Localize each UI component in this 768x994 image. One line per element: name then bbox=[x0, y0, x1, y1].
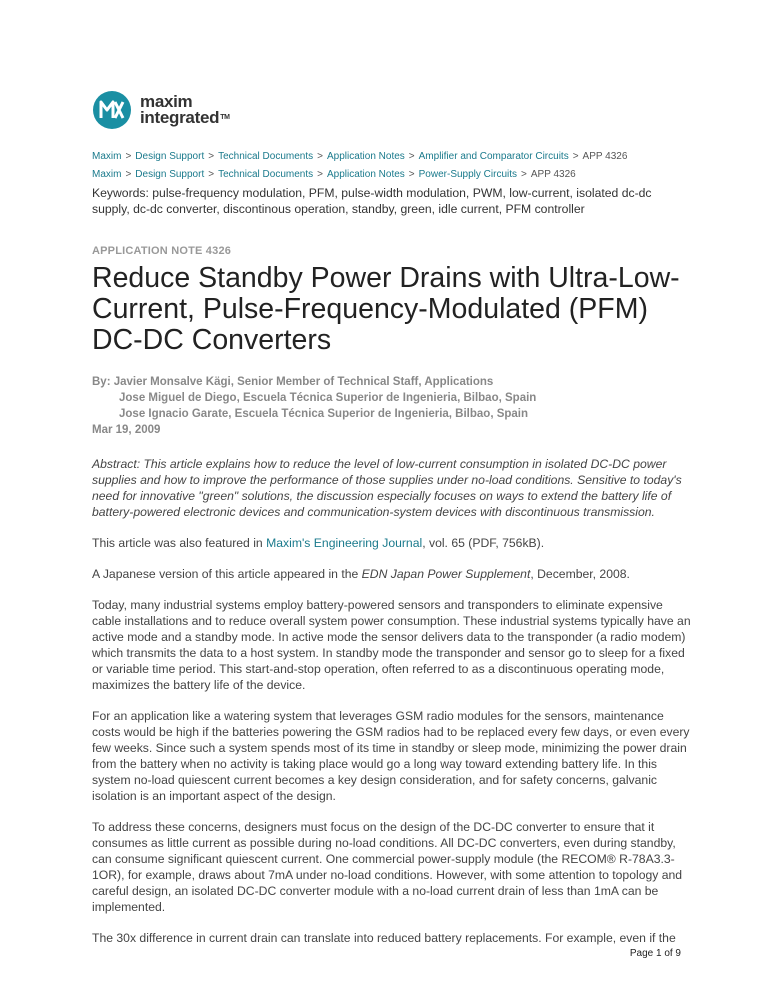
page-title: Reduce Standby Power Drains with Ultra-Low-Current, Pulse-Frequency-Modulated (PFM) DC-DC Converters bbox=[92, 262, 680, 356]
breadcrumb-link[interactable]: Technical Documents bbox=[218, 169, 314, 180]
breadcrumb-separator: > bbox=[572, 151, 579, 162]
breadcrumb-separator: > bbox=[317, 151, 323, 162]
breadcrumb-separator: > bbox=[125, 169, 132, 180]
body-paragraph: To address these concerns, designers must focus on the design of the DC-DC converter to ensure that it consumes as little current as possible during no-load conditions. All DC-DC converters, even during standby, can consume significant quiescent current. One commercial power-supply module (the RECOM® R-78A3.3-1OR), for example, draws about 7mA under no-load conditions. However, with some attention to topology and careful design, an isolated DC-DC converter module with a no-load current drain of less than 1mA can be implemented. bbox=[92, 820, 683, 914]
breadcrumb-link[interactable]: Design Support bbox=[135, 151, 205, 162]
maxim-logo-icon bbox=[92, 90, 132, 130]
author-secondary: Jose Ignacio Garate, Escuela Técnica Superior de Ingenieria, Bilbao, Spain bbox=[119, 408, 529, 420]
logo-line2: integrated bbox=[140, 108, 220, 127]
byline bbox=[92, 374, 692, 438]
breadcrumb-link[interactable]: Technical Documents bbox=[218, 151, 314, 162]
breadcrumb-separator: > bbox=[521, 169, 527, 180]
author-secondary: Jose Miguel de Diego, Escuela Técnica Superior de Ingenieria, Bilbao, Spain bbox=[119, 392, 537, 404]
body-paragraph: For an application like a watering system that leverages GSM radio modules for the sensors, maintenance costs would be high if the batteries powering the GSM radios had to be replaced every few days, or even every few weeks. Since such a system spends most of its time in standby or sleep mode, minimizing the power drain from the battery when no activity is taking place would go a long way toward extending battery life. In this system no-load quiescent current becomes a key design consideration, and for safety concerns, galvanic isolation is an important aspect of the design. bbox=[92, 709, 690, 803]
breadcrumb-link[interactable]: Design Support bbox=[135, 169, 205, 180]
publication-name: EDN Japan Power Supplement bbox=[361, 567, 531, 581]
body-paragraph: Today, many industrial systems employ battery-powered sensors and transponders to eliminate expensive cable installations and to reduce overall system power consumption. These industrial systems typically have an active mode and a standby mode. In active mode the sensor delivers data to the transponder (a radio modem) which transmits the data to a host system. In standby mode the transponder and sensor go to sleep for a fixed or variable time period. This start-and-stop operation, often referred to as a discontinuous operating mode, maximizes the battery life of the device. bbox=[92, 598, 691, 692]
featured-note bbox=[92, 535, 692, 551]
featured-text: , vol. 65 (PDF, 756kB). bbox=[422, 536, 545, 550]
publish-date: Mar 19, 2009 bbox=[92, 424, 161, 436]
breadcrumb-separator: > bbox=[408, 151, 415, 162]
breadcrumb-current: APP 4326 bbox=[582, 151, 628, 162]
logo-wordmark bbox=[140, 94, 230, 126]
document-label: APPLICATION NOTE 4326 bbox=[92, 245, 232, 257]
page-number: Page 1 of 9 bbox=[629, 948, 681, 959]
featured-text: This article was also featured in bbox=[92, 536, 267, 550]
breadcrumb-separator: > bbox=[208, 151, 215, 162]
japanese-note bbox=[92, 566, 692, 582]
body-paragraph: The 30x difference in current drain can translate into reduced battery replacements. For example, even if the bbox=[92, 931, 676, 945]
logo-tm: TM bbox=[220, 114, 230, 121]
abstract: Abstract: This article explains how to reduce the level of low-current consumption in isolated DC-DC power supplies and how to improve the performance of those supplies under no-load conditions. Sensitive to today's need for innovative "green" solutions, the discussion especially focuses on ways to extend the battery life of battery-powered electronic devices and communication-system devices with discontinuous transmission. bbox=[92, 457, 682, 519]
engineering-journal-link[interactable]: Maxim's Engineering Journal bbox=[266, 536, 423, 550]
breadcrumb-separator: > bbox=[317, 169, 323, 180]
breadcrumb-link[interactable]: Amplifier and Comparator Circuits bbox=[418, 151, 569, 162]
breadcrumb bbox=[92, 148, 627, 166]
breadcrumb-separator: > bbox=[208, 169, 215, 180]
breadcrumb-link[interactable]: Application Notes bbox=[326, 169, 405, 180]
breadcrumb-link[interactable]: Maxim bbox=[92, 169, 122, 180]
breadcrumb-separator: > bbox=[408, 169, 415, 180]
breadcrumbs bbox=[92, 148, 627, 184]
breadcrumb bbox=[92, 166, 627, 184]
japanese-text: , December, 2008. bbox=[530, 567, 630, 581]
breadcrumb-link[interactable]: Application Notes bbox=[326, 151, 405, 162]
japanese-text: A Japanese version of this article appeared in the bbox=[92, 567, 362, 581]
breadcrumb-current: APP 4326 bbox=[530, 169, 576, 180]
logo-line1: maxim bbox=[140, 92, 193, 111]
breadcrumb-link[interactable]: Power-Supply Circuits bbox=[418, 169, 518, 180]
author-primary: By: Javier Monsalve Kägi, Senior Member of Technical Staff, Applications bbox=[92, 376, 494, 388]
breadcrumb-link[interactable]: Maxim bbox=[92, 151, 122, 162]
breadcrumb-separator: > bbox=[125, 151, 132, 162]
keywords: Keywords: pulse-frequency modulation, PFM, pulse-width modulation, PWM, low-current, isolated dc-dc supply, dc-dc converter, discontinous operation, standby, green, idle current, PFM controller bbox=[92, 186, 652, 216]
maxim-logo[interactable] bbox=[92, 88, 230, 132]
article bbox=[92, 185, 692, 946]
